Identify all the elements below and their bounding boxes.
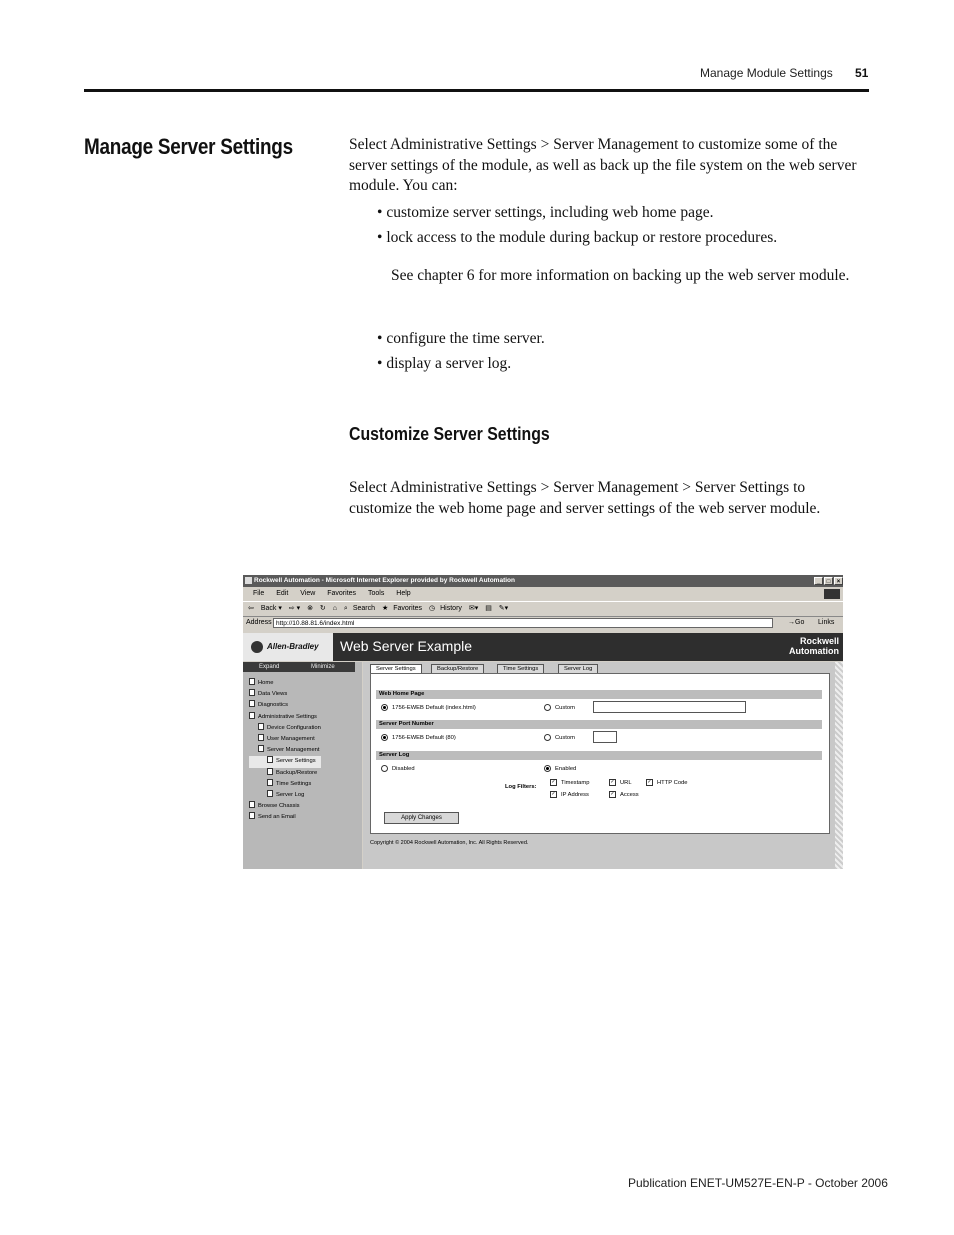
bullet-item: • lock access to the module during backup or restore procedures.: [377, 229, 778, 246]
sidebar-item-home[interactable]: Home: [249, 678, 321, 689]
menu-edit[interactable]: Edit: [276, 590, 289, 597]
app-title: Web Server Example: [340, 638, 473, 654]
copyright-text: Copyright © 2004 Rockwell Automation, Inc. All Rights Reserved.: [370, 840, 529, 846]
sidebar-item-time-settings[interactable]: Time Settings: [249, 779, 321, 790]
vertical-scrollbar[interactable]: [835, 662, 843, 869]
minimize-button[interactable]: Minimize: [311, 664, 335, 670]
port-default-option[interactable]: 1756-EWEB Default (80): [381, 734, 456, 741]
checkbox-checked[interactable]: ✓: [551, 779, 556, 785]
radio-selected[interactable]: [381, 704, 388, 711]
window-titlebar: [243, 575, 843, 587]
folder-open-icon: [249, 712, 255, 719]
page-icon: [249, 812, 255, 819]
ie-icon: [245, 577, 252, 584]
tab-server-log[interactable]: Server Log: [558, 664, 598, 674]
back-button[interactable]: ⇦ Back ▾: [248, 605, 282, 612]
sidebar-item-server-settings[interactable]: Server Settings: [249, 756, 321, 767]
forward-button[interactable]: ⇨ ▾: [288, 605, 301, 612]
checkbox-checked[interactable]: ✓: [551, 791, 556, 797]
sidebar-item-device-configuration[interactable]: Device Configuration: [249, 723, 321, 734]
search-label: Search: [352, 605, 376, 612]
radio[interactable]: [381, 765, 388, 772]
main-content: [363, 662, 843, 869]
server-port-header: Server Port Number: [376, 720, 822, 729]
menu-help[interactable]: Help: [396, 590, 411, 597]
section-title: Manage Server Settings: [84, 134, 293, 159]
page-icon: [249, 678, 255, 685]
folder-icon: [249, 689, 255, 696]
server-settings-panel: [370, 673, 830, 834]
tab-server-settings[interactable]: Server Settings: [370, 664, 422, 675]
bullet-item: • customize server settings, including web home page.: [377, 204, 714, 221]
web-home-page-header: Web Home Page: [376, 690, 822, 699]
page-icon: [249, 801, 255, 808]
folder-icon: [258, 723, 264, 730]
app-banner: [243, 633, 843, 661]
server-log-header: Server Log: [376, 751, 822, 760]
sidebar-item-diagnostics[interactable]: Diagnostics: [249, 700, 321, 711]
menu-file[interactable]: File: [253, 590, 265, 597]
sidebar-item-browse-chassis[interactable]: Browse Chassis: [249, 801, 321, 812]
stop-icon[interactable]: ⊗: [307, 605, 313, 612]
allen-bradley-logo: [243, 633, 333, 661]
tab-time-settings[interactable]: Time Settings: [497, 664, 544, 674]
radio-selected[interactable]: [381, 734, 388, 741]
mail-icon[interactable]: ✉▾: [468, 605, 479, 612]
running-header-title: Manage Module Settings: [700, 66, 833, 80]
intro-paragraph: Select Administrative Settings > Server Management to customize some of the server settings of the module, as well as back up the file system on the web server module. You can:: [349, 136, 857, 194]
folder-icon: [258, 734, 264, 741]
publication-footer: Publication ENET-UM527E-EN-P - October 2006: [628, 1176, 888, 1190]
home-custom-option[interactable]: Custom: [544, 704, 575, 711]
port-custom-input[interactable]: [593, 731, 617, 743]
ab-seal-icon: [251, 641, 263, 653]
home-default-option[interactable]: 1756-EWEB Default (index.html): [381, 704, 476, 711]
menu-view[interactable]: View: [300, 590, 316, 597]
window-title: Rockwell Automation - Microsoft Internet Explorer provided by Rockwell Automation: [254, 577, 515, 584]
windows-logo-icon: [824, 589, 840, 599]
sidebar-item-server-management[interactable]: Server Management: [249, 745, 321, 756]
tab-backup-restore[interactable]: Backup/Restore: [431, 664, 484, 674]
home-custom-input[interactable]: [593, 701, 746, 713]
port-custom-option[interactable]: Custom: [544, 734, 575, 741]
bullet-item: • configure the time server.: [377, 330, 545, 347]
bullet-item: • display a server log.: [377, 355, 512, 372]
filter-access[interactable]: ✓ Access: [610, 791, 639, 799]
nav-tree: [249, 678, 321, 824]
menu-tools[interactable]: Tools: [368, 590, 385, 597]
checkbox-checked[interactable]: ✓: [647, 779, 652, 785]
sidebar-item-server-log[interactable]: Server Log: [249, 790, 321, 801]
folder-open-icon: [258, 745, 264, 752]
filter-url[interactable]: ✓ URL: [610, 779, 632, 787]
history-label: History: [440, 605, 462, 612]
address-bar: [243, 616, 843, 630]
company-line2: Automation: [789, 645, 839, 656]
browser-screenshot: [243, 575, 843, 869]
filter-http-code[interactable]: ✓ HTTP Code: [647, 779, 688, 787]
company-line1: Rockwell: [799, 636, 839, 646]
favorites-label: Favorites: [393, 605, 423, 612]
rockwell-logo: [789, 637, 839, 656]
address-label: Address: [246, 619, 272, 626]
subsection-title: Customize Server Settings: [349, 424, 550, 444]
sidebar-item-administrative-settings[interactable]: Administrative Settings: [249, 712, 321, 723]
page-icon: [267, 768, 273, 775]
page-icon: [267, 790, 273, 797]
go-button[interactable]: →Go: [788, 619, 805, 626]
page-icon: [267, 756, 273, 763]
log-filters-label: Log Filters:: [505, 784, 537, 790]
radio-selected[interactable]: [544, 765, 551, 772]
expand-button[interactable]: Expand: [259, 664, 280, 670]
search-button[interactable]: ⌕ Search: [343, 605, 376, 612]
menu-bar: [243, 588, 843, 600]
radio[interactable]: [544, 704, 551, 711]
back-label: Back: [260, 605, 277, 612]
page-number: 51: [855, 66, 869, 80]
print-icon[interactable]: ▤: [485, 605, 492, 612]
checkbox-checked[interactable]: ✓: [610, 779, 615, 785]
close-window-button[interactable]: ×: [834, 577, 843, 585]
log-disabled-option[interactable]: Disabled: [381, 765, 415, 772]
sidebar-item-user-management[interactable]: User Management: [249, 734, 321, 745]
brand-text: Allen-Bradley: [267, 642, 319, 651]
sidebar-item-backup-restore[interactable]: Backup/Restore: [249, 768, 321, 779]
menu-favorites[interactable]: Favorites: [327, 590, 357, 597]
subsection-paragraph: Select Administrative Settings > Server Management > Server Settings to customize the web home page and server settings of the web server module.: [349, 479, 821, 517]
history-button[interactable]: ◷ History: [429, 605, 462, 612]
maximize-window-button[interactable]: □: [824, 577, 833, 585]
page-icon: [267, 779, 273, 786]
refresh-icon[interactable]: ↻: [319, 605, 326, 612]
log-enabled-option[interactable]: Enabled: [544, 765, 576, 772]
folder-icon: [249, 700, 255, 707]
edit-icon[interactable]: ✎▾: [498, 605, 509, 612]
bullet-list-a: [377, 200, 877, 250]
browser-toolbar: [243, 601, 843, 617]
go-label: Go: [795, 619, 805, 626]
filter-ip-address[interactable]: ✓ IP Address: [551, 791, 589, 799]
links-button[interactable]: Links: [818, 619, 835, 626]
checkbox-checked[interactable]: ✓: [610, 791, 615, 797]
radio[interactable]: [544, 734, 551, 741]
sidebar-item-send-email[interactable]: Send an Email: [249, 812, 321, 823]
apply-changes-button[interactable]: Apply Changes: [384, 812, 459, 824]
header-rule: [84, 89, 869, 92]
sidebar-tabs: [243, 662, 355, 672]
note-paragraph: See chapter 6 for more information on backing up the web server module.: [391, 267, 850, 284]
address-input[interactable]: http://10.88.81.6/index.html: [273, 618, 773, 628]
favorites-button[interactable]: ★ Favorites: [381, 605, 423, 612]
sidebar-item-data-views[interactable]: Data Views: [249, 689, 321, 700]
nav-sidebar: [243, 662, 362, 869]
bullet-list-b: [377, 326, 877, 376]
filter-timestamp[interactable]: ✓ Timestamp: [551, 779, 590, 787]
home-icon[interactable]: ⌂: [332, 605, 337, 612]
minimize-window-button[interactable]: _: [814, 577, 823, 585]
